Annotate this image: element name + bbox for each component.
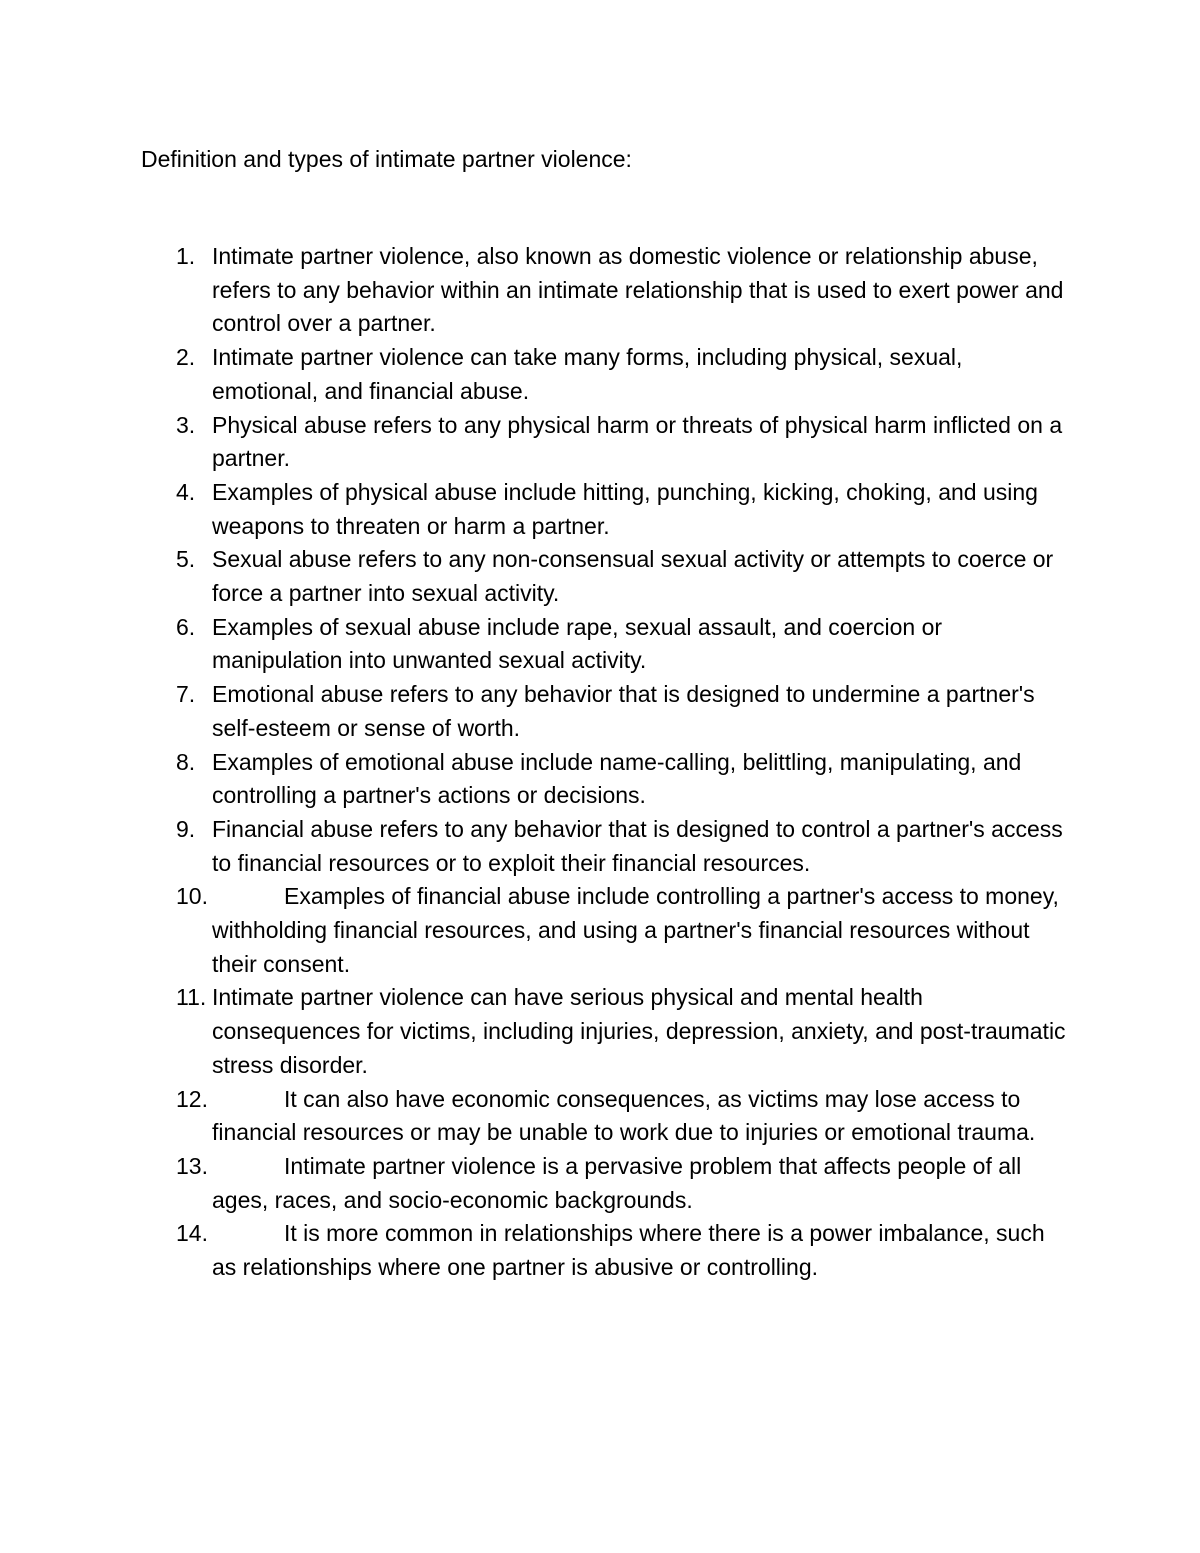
list-item bbox=[0, 611, 1070, 678]
list-item-number: 2. bbox=[176, 344, 196, 371]
list-item-number: 12. bbox=[176, 1085, 208, 1112]
document-title: Definition and types of intimate partner violence: bbox=[141, 146, 632, 172]
list-item bbox=[0, 341, 1070, 408]
list-item bbox=[0, 1217, 1070, 1284]
list-item-text: Sexual abuse refers to any non-consensual sexual activity or attempts to coerce or force a partner into sexual activity. bbox=[212, 546, 1054, 607]
list-item-number: 6. bbox=[176, 613, 196, 640]
list-item bbox=[0, 409, 1070, 476]
list-item bbox=[0, 678, 1070, 745]
list-item-text: Physical abuse refers to any physical harm or threats of physical harm inflicted on a partner. bbox=[212, 411, 1063, 472]
list-item bbox=[0, 813, 1070, 880]
list-item-number: 3. bbox=[176, 411, 196, 438]
list-item-text: Intimate partner violence is a pervasive problem that affects people of all ages, races, and socio-economic backgrounds. bbox=[212, 1152, 1022, 1213]
numbered-list bbox=[0, 240, 1200, 1285]
list-item-text: Intimate partner violence, also known as domestic violence or relationship abuse, refers to any behavior within an intimate relationship that is used to exert power and control over a partner. bbox=[212, 243, 1064, 337]
list-item-number: 7. bbox=[176, 681, 196, 708]
list-item bbox=[0, 746, 1070, 813]
list-item bbox=[0, 476, 1070, 543]
list-item-number: 4. bbox=[176, 478, 196, 505]
list-item-text: Examples of financial abuse include controlling a partner's access to money, withholding financial resources, and using a partner's financial resources without their consent. bbox=[212, 883, 1059, 977]
list-item bbox=[0, 880, 1070, 981]
list-item bbox=[0, 981, 1070, 1082]
list-item-number: 9. bbox=[176, 815, 196, 842]
list-item bbox=[0, 543, 1070, 610]
list-item-text: Emotional abuse refers to any behavior that is designed to undermine a partner's self-esteem or sense of worth. bbox=[212, 681, 1035, 741]
list-item-number: 13. bbox=[176, 1152, 208, 1179]
list-item bbox=[0, 1150, 1070, 1217]
list-item bbox=[0, 240, 1070, 341]
list-item-text: It can also have economic consequences, as victims may lose access to financial resources or may be unable to work due to injuries or emotional trauma. bbox=[212, 1085, 1036, 1146]
list-item-text: It is more common in relationships where there is a power imbalance, such as relationships where one partner is abusive or controlling. bbox=[212, 1220, 1045, 1281]
list-item bbox=[0, 1083, 1070, 1150]
list-item-number: 5. bbox=[176, 546, 196, 573]
list-item-number: 10. bbox=[176, 883, 208, 910]
list-item-number: 11. bbox=[176, 984, 207, 1011]
list-item-text: Examples of emotional abuse include name-calling, belittling, manipulating, and controlling a partner's actions or decisions. bbox=[212, 748, 1022, 809]
list-item-number: 1. bbox=[176, 243, 196, 269]
list-item-number: 14. bbox=[176, 1220, 208, 1247]
list-item-number: 8. bbox=[176, 748, 196, 775]
list-item-text: Intimate partner violence can have serious physical and mental health consequences for victims, including injuries, depression, anxiety, and post-traumatic stress disorder. bbox=[212, 984, 1066, 1078]
list-item-text: Intimate partner violence can take many forms, including physical, sexual, emotional, and financial abuse. bbox=[212, 344, 963, 404]
list-item-text: Examples of physical abuse include hitting, punching, kicking, choking, and using weapons to threaten or harm a partner. bbox=[212, 478, 1038, 539]
list-item-text: Examples of sexual abuse include rape, sexual assault, and coercion or manipulation into unwanted sexual activity. bbox=[212, 613, 943, 674]
list-item-text: Financial abuse refers to any behavior that is designed to control a partner's access to financial resources or to exploit their financial resources. bbox=[212, 815, 1063, 876]
